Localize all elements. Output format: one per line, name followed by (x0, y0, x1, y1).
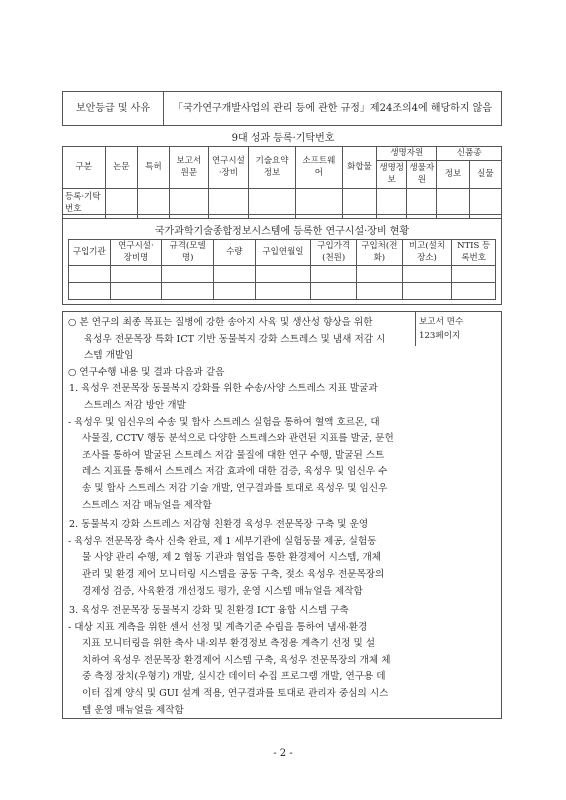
summary-line-5: 스트레스 저감 방안 개발 (84, 399, 186, 411)
ntis-col-4: 구입연월일 (255, 240, 311, 266)
col-newvar-real: 실물 (469, 161, 501, 189)
summary-line-21: 중 측정 장치(우형기) 개발, 실시간 데이터 수집 프로그램 개발, 연구용 데 (82, 671, 386, 683)
col-paper: 논문 (105, 147, 137, 189)
summary-line-19: 지표 모니터링을 위한 축사 내·외부 환경정보 측정용 계측기 선정 및 설 (82, 638, 376, 650)
col-tech: 기술요약 정보 (249, 147, 296, 189)
summary-line-18: - 대상 지표 계측을 위한 센서 선정 및 계측기준 수립을 통하여 냄새·환경 (68, 621, 368, 633)
security-label: 보안등급 및 사유 (63, 92, 164, 126)
ntis-title: 국가과학기술종합정보시스템에 등록한 연구시설·장비 현황 (154, 226, 410, 237)
security-table (62, 91, 502, 126)
summary-line-2: 스템 개발임 (84, 350, 134, 362)
summary-line-12: 2. 동물복지 강화 스트레스 저감형 친환경 육성우 전문목장 구축 및 운영 (69, 519, 369, 531)
ntis-col-5: 구입가격(천원) (311, 240, 357, 266)
report-pages-label: 보고서 면수 (419, 317, 464, 327)
report-pages-value: 123페이지 (419, 331, 461, 341)
ntis-col-7: 비고(설치장소) (402, 240, 452, 266)
col-report: 보고서 원문 (170, 147, 208, 189)
summary-line-7: 사물질, CCTV 행동 분석으로 다양한 스트레스와 관련된 지표를 발굴, 문헌 (82, 433, 394, 445)
row-label: 등록·기탁 번호 (63, 189, 106, 219)
page-number: - 2 - (273, 748, 293, 759)
col-compound: 화합물 (342, 147, 376, 189)
summary-line-8: 조사를 통하여 발굴된 스트레스 저감 물질에 대한 연구 수행, 발굴된 스트 (82, 449, 385, 461)
col-patent: 특허 (137, 147, 169, 189)
ntis-col-6: 구입처(전화) (357, 240, 403, 266)
outcomes-title: 9대 성과 등록·기탁번호 (231, 133, 335, 144)
summary-box (62, 311, 502, 719)
summary-line-14: 물 사양 관리 수행, 제 2 협동 기관과 협업을 통한 환경제어 시스템, 개체 (82, 552, 382, 564)
col-bio-info: 생명정보 (377, 161, 407, 189)
summary-line-4: 1. 육성우 전문목장 동물복지 강화를 위한 수송/사양 스트레스 지표 발굴과 (69, 383, 378, 395)
summary-line-20: 치하여 육성우 전문목장 환경제어 시스템 구축, 육성우 전문목장의 개체 체 (82, 654, 391, 666)
col-bio: 생명자원 (377, 147, 437, 161)
summary-line-3: ○ 연구수행 내용 및 결과 다음과 같음 (68, 366, 225, 378)
summary-line-17: 3. 육성우 전문목장 동물복지 강화 및 친환경 ICT 융합 시스템 구축 (69, 605, 349, 617)
summary-line-6: - 육성우 및 임신우의 수송 및 합사 스트레스 실험을 통하여 혈액 호르몬, 대 (68, 416, 380, 428)
summary-line-15: 관리 및 환경 제어 모니터링 시스템을 공동 구축, 젖소 육성우 전문목장의 (82, 568, 385, 580)
col-gubun: 구분 (63, 147, 106, 189)
col-bio-res: 생물자원 (407, 161, 437, 189)
ntis-col-3: 수량 (214, 240, 256, 266)
summary-line-13: - 육성우 전문목장 축사 신축 완료, 제 1 세부기관에 실험동물 제공, 실험동 (68, 535, 377, 547)
summary-line-1: 육성우 전문목장 특화 ICT 기반 동물복지 강화 스트레스 및 냄새 저감 시 (84, 333, 386, 345)
summary-line-16: 경제성 검증, 사육환경 개선정도 평가, 운영 시스템 매뉴얼을 제작함 (82, 585, 363, 597)
summary-line-22: 이터 집계 양식 및 GUI 설계 적용, 연구결과를 토대로 관리자 중심의 시스 (82, 688, 389, 700)
summary-line-11: 스트레스 저감 매뉴얼을 제작함 (82, 499, 212, 511)
ntis-col-8: NTIS 등록번호 (452, 240, 496, 266)
ntis-col-2: 규격(모델명) (162, 240, 214, 266)
col-software: 소프트웨어 (295, 147, 342, 189)
summary-line-10: 송 및 합사 스트레스 저감 기술 개발, 연구결과를 토대로 육성우 및 임신우 (82, 482, 388, 494)
summary-line-23: 템 운영 매뉴얼을 제작함 (82, 704, 184, 716)
col-newvar-info: 정보 (437, 161, 469, 189)
ntis-col-0: 구입기관 (69, 240, 111, 266)
summary-line-0: ○ 본 연구의 최종 목표는 질병에 강한 송아지 사육 및 생산성 향상을 위한 (68, 317, 373, 328)
summary-text (68, 315, 414, 719)
outcomes-table (62, 146, 502, 219)
security-value: 「국가연구개발사업의 관리 등에 관한 규정」제24조의4에 해당하지 않음 (164, 92, 502, 126)
ntis-col-1: 연구시설·장비명 (110, 240, 162, 266)
summary-divider (415, 312, 416, 346)
col-facility: 연구시설·장비 (208, 147, 249, 189)
ntis-box (62, 214, 502, 305)
col-newvar: 신품종 (437, 147, 502, 161)
ntis-table (68, 239, 496, 300)
summary-line-9: 레스 지표를 통해서 스트레스 저감 효과에 대한 검증, 육성우 및 임신우 수 (82, 466, 388, 478)
